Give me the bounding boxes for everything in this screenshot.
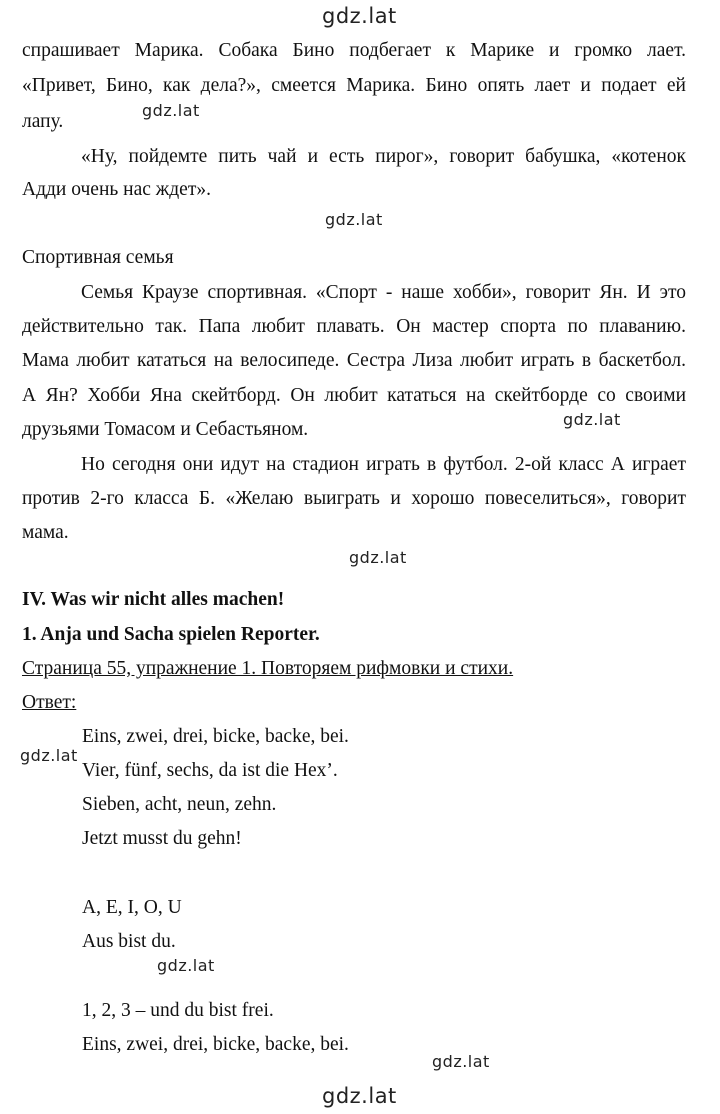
watermark: gdz.lat — [563, 410, 621, 429]
section-subheading: 1. Anja und Sacha spielen Reporter. — [22, 624, 320, 645]
watermark: gdz.lat — [157, 956, 215, 975]
watermark: gdz.lat — [142, 101, 200, 120]
paragraph-line: против 2-го класса Б. «Желаю выиграть и хорошо повеселиться», говорит — [22, 488, 686, 509]
poem-line: Jetzt musst du gehn! — [82, 828, 242, 849]
story-title: Спортивная семья — [22, 247, 174, 268]
paragraph-line: Адди очень нас ждет». — [22, 179, 211, 200]
watermark: gdz.lat — [20, 746, 78, 765]
paragraph-line: Но сегодня они идут на стадион играть в футбол. 2-ой класс А играет — [81, 454, 686, 475]
paragraph-line: «Привет, Бино, как дела?», смеется Марика. Бино опять лает и подает ей — [22, 75, 686, 96]
paragraph-line: действительно так. Папа любит плавать. Он мастер спорта по плаванию. — [22, 316, 686, 337]
poem-line: Sieben, acht, neun, zehn. — [82, 794, 277, 815]
watermark: gdz.lat — [349, 548, 407, 567]
paragraph-line: «Ну, пойдемте пить чай и есть пирог», говорит бабушка, «котенок — [81, 146, 686, 167]
paragraph-line: спрашивает Марика. Собака Бино подбегает к Марике и громко лает. — [22, 40, 686, 61]
poem-line: A, E, I, O, U — [82, 897, 182, 918]
paragraph-line: мама. — [22, 522, 69, 543]
poem-line: Vier, fünf, sechs, da ist die Hex’. — [82, 760, 338, 781]
answer-label: Ответ: — [22, 692, 77, 713]
exercise-reference: Страница 55, упражнение 1. Повторяем рифмовки и стихи. — [22, 658, 514, 679]
poem-line: Eins, zwei, drei, bicke, backe, bei. — [82, 1034, 349, 1055]
watermark: gdz.lat — [325, 210, 383, 229]
watermark: gdz.lat — [322, 4, 397, 28]
poem-line: 1, 2, 3 – und du bist frei. — [82, 1000, 274, 1021]
paragraph-line: Семья Краузе спортивная. «Спорт - наше хобби», говорит Ян. И это — [81, 282, 686, 303]
poem-line: Eins, zwei, drei, bicke, backe, bei. — [82, 726, 349, 747]
paragraph-line: лапу. — [22, 111, 64, 132]
paragraph-line: А Ян? Хобби Яна скейтборд. Он любит кататься на скейтборде со своими — [22, 385, 686, 406]
paragraph-line: Мама любит кататься на велосипеде. Сестра Лиза любит играть в баскетбол. — [22, 350, 686, 371]
section-heading: IV. Was wir nicht alles machen! — [22, 589, 285, 610]
paragraph-line: друзьями Томасом и Себастьяном. — [22, 419, 309, 440]
watermark: gdz.lat — [432, 1052, 490, 1071]
watermark: gdz.lat — [322, 1084, 397, 1108]
poem-line: Aus bist du. — [82, 931, 176, 952]
